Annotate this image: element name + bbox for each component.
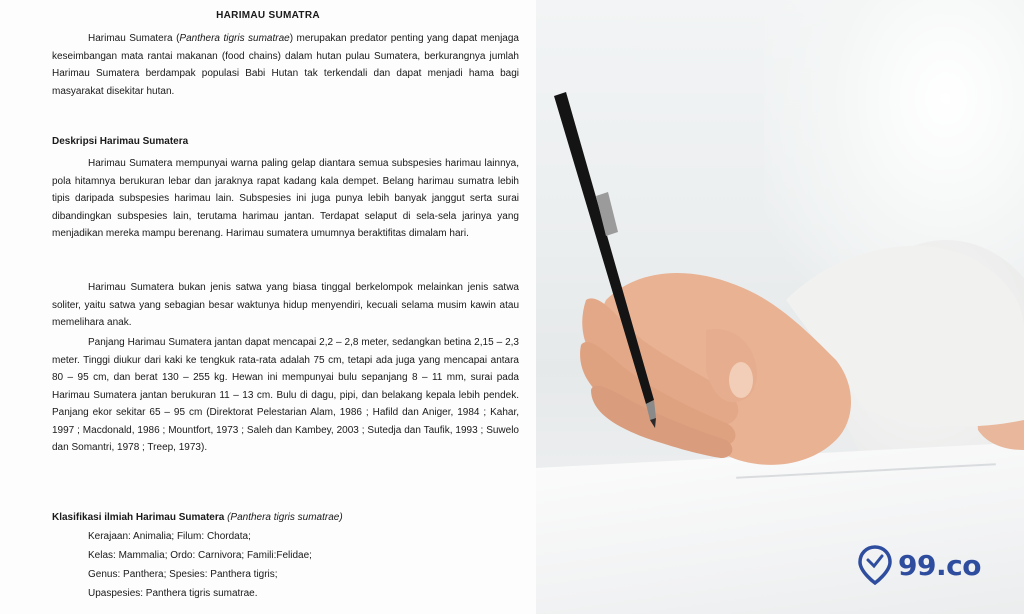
paragraph-3: Panjang Harimau Sumatera jantan dapat mencapai 2,2 – 2,8 meter, sedangkan betina 2,15 – 2,3 meter. Tinggi diukur dari kaki ke tengkuk rata-rata adalah 75 cm, tetapi ada juga yang mencapai antara 80 – 95 cm, dan berat 130 – 255 kg. Hewan ini mempunyai bulu sepanjang 8 – 11 mm, surai pada Harimau Sumatera jantan berukuran 11 – 13 cm. Bulu di dagu, pipi, dan belakang kepala lebih pendek. Panjang ekor sekitar 65 – 95 cm (Direktorat Pelestarian Alam, 1986 ; Hafild dan Aniger, 1984 ; Kahar, 1997 ; Macdonald, 1986 ; Mountfort, 1973 ; Saleh dan Kambey, 2003 ; Sutedja dan Taufik, 1993 ; Suwelo dan Somantri, 1978 ; Treep, 1973). <box>52 337 519 453</box>
intro-lead: Harimau Sumatera ( <box>88 33 180 44</box>
brand-logo <box>858 545 981 585</box>
classification-line: Genus: Panthera; Spesies: Panthera tigris; <box>88 569 278 580</box>
document-title: HARIMAU SUMATRA <box>216 10 320 21</box>
paragraph-1: Harimau Sumatera mempunyai warna paling gelap diantara semua subspesies harimau lainnya, pola hitamnya berukuran lebar dan jaraknya rapat kadang kala dempet. Belang harimau sumatra lebih tipis daripada subspesies harimau lain. Subspesies ini juga punya lebih banyak janggut serta surai dibandingkan subspesies lain, terutama harimau jantan. Terdapat selaput di sela-sela jarinya yang menjadikan mereka mampu berenang. Harimau sumatera umumnya beraktifitas dimalam hari. <box>52 158 519 239</box>
klasifikasi-heading-text: Klasifikasi ilmiah Harimau Sumatera <box>52 512 225 523</box>
classification-line: Upaspesies: Panthera tigris sumatrae. <box>88 588 258 599</box>
classification-line: Kerajaan: Animalia; Filum: Chordata; <box>88 531 251 542</box>
intro-paragraph <box>52 30 519 100</box>
intro-species: Panthera tigris sumatrae <box>179 33 290 44</box>
hand-with-pen-illustration <box>536 0 1024 614</box>
paragraph-2: Harimau Sumatera bukan jenis satwa yang biasa tinggal berkelompok melainkan jenis satwa soliter, yaitu satwa yang sebagian besar waktunya hidup menyendiri, kecuali selama musim kawin atau memelihara anak. <box>52 282 519 328</box>
section-heading-klasifikasi <box>52 512 343 523</box>
klasifikasi-heading-species: (Panthera tigris sumatrae) <box>227 512 343 523</box>
intro-rest: ) merupakan predator penting yang dapat menjaga keseimbangan mata rantai makanan (food chains) dalam hutan pulau Sumatera, berkurangnya jumlah Harimau Sumatera berdampak populasi Babi Hutan tak terkendali dan dapat menjadi hama bagi masyarakat disekitar hutan. <box>52 33 519 97</box>
writing-hand-photo <box>536 0 1024 614</box>
classification-line: Kelas: Mammalia; Ordo: Carnivora; Famili:Felidae; <box>88 550 312 561</box>
section-heading-deskripsi: Deskripsi Harimau Sumatera <box>52 136 189 147</box>
location-pin-icon <box>858 545 892 585</box>
brand-logo-text: 99.co <box>898 548 981 582</box>
